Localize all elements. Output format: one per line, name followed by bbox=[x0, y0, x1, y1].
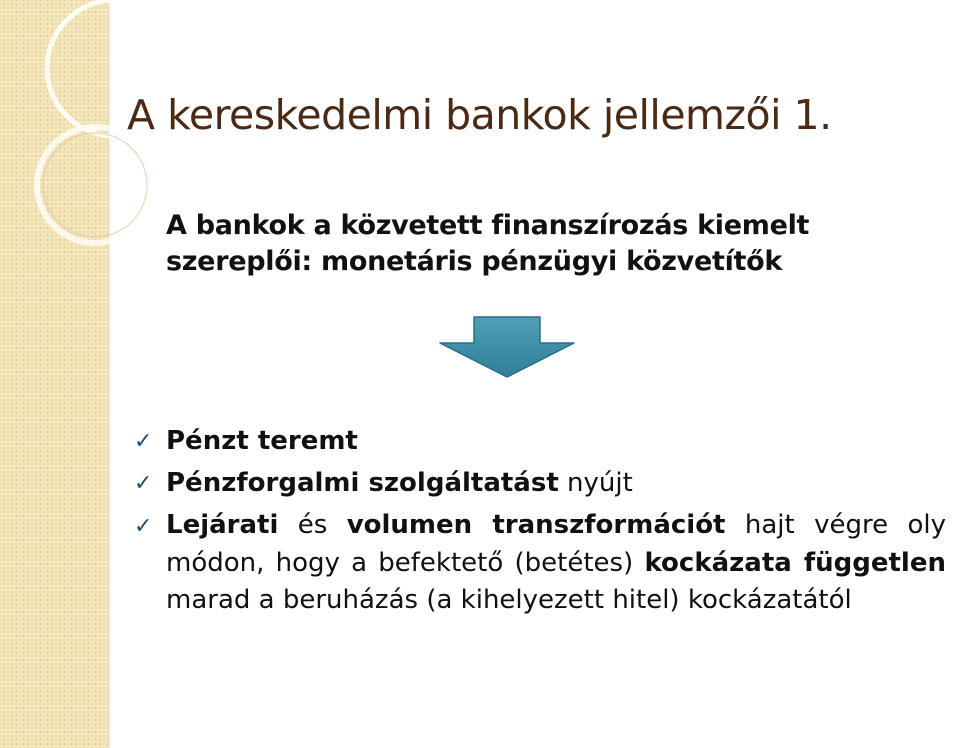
bullet-item bbox=[134, 507, 946, 620]
bullet-segment: kockázata független bbox=[644, 547, 946, 578]
checkmark-icon: ✓ bbox=[134, 471, 153, 496]
bullet-segment: Lejárati bbox=[166, 510, 279, 540]
intro-text: A bankok a közvetett finanszírozás kiemelt szereplői: monetáris pénzügyi közvetítők bbox=[166, 210, 810, 277]
bullet-segment: és bbox=[278, 510, 347, 540]
bullet-segment: volumen transzformációt bbox=[346, 510, 726, 540]
down-arrow-icon bbox=[438, 315, 576, 379]
bullet-text-bold: Pénzforgalmi szolgáltatást bbox=[166, 468, 559, 498]
bullet-item bbox=[134, 423, 946, 459]
checkmark-icon: ✓ bbox=[134, 429, 153, 454]
bullet-item bbox=[134, 465, 946, 501]
bullet-segment: hajt végre oly módon, hogy a befektető (betétes) bbox=[166, 510, 946, 578]
bullet-segment: marad a beruházás (a kihelyezett hitel) kockázatától bbox=[166, 585, 852, 615]
checkmark-icon: ✓ bbox=[134, 514, 153, 539]
bullet-list bbox=[134, 423, 946, 626]
slide-title: A kereskedelmi bankok jellemzői 1. bbox=[127, 91, 832, 139]
bullet-text: nyújt bbox=[558, 468, 633, 498]
bullet-text-bold: Pénzt teremt bbox=[166, 426, 358, 456]
